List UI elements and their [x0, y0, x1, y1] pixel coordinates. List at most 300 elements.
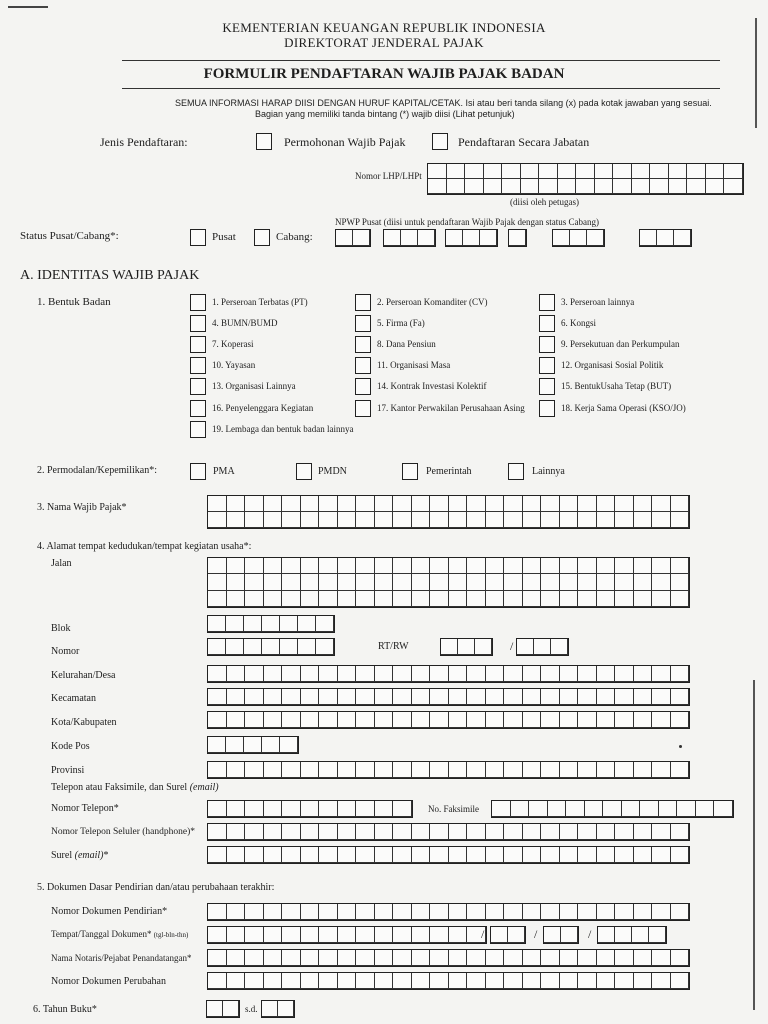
char-cell[interactable] [597, 824, 616, 840]
char-cell[interactable] [282, 591, 301, 607]
char-cell[interactable] [578, 574, 597, 590]
char-cell[interactable] [264, 904, 283, 920]
char-cell[interactable] [375, 558, 394, 574]
char-cell[interactable] [558, 179, 577, 194]
char-cell[interactable] [597, 973, 616, 989]
char-cell[interactable] [615, 973, 634, 989]
char-cell[interactable] [338, 574, 357, 590]
char-cell[interactable] [301, 712, 320, 728]
char-cell[interactable] [208, 712, 227, 728]
char-cell[interactable] [560, 574, 579, 590]
char-cell[interactable] [671, 558, 690, 574]
char-cell[interactable] [560, 847, 579, 863]
char-cell[interactable] [227, 574, 246, 590]
char-cell[interactable] [615, 762, 634, 778]
char-cell[interactable] [539, 179, 558, 194]
char-cell[interactable] [245, 591, 264, 607]
char-cell[interactable] [356, 496, 375, 512]
char-cell[interactable] [523, 824, 542, 840]
checkbox-jabatan[interactable] [432, 133, 448, 150]
char-cell[interactable] [301, 847, 320, 863]
checkbox-pemerintah[interactable] [402, 463, 418, 480]
char-cell[interactable] [245, 824, 264, 840]
char-cell[interactable] [412, 762, 431, 778]
char-cell[interactable] [674, 230, 691, 246]
char-cell[interactable] [634, 762, 653, 778]
char-cell[interactable] [541, 591, 560, 607]
char-cell[interactable] [578, 496, 597, 512]
char-cell[interactable] [245, 801, 264, 817]
char-cell[interactable] [316, 616, 334, 632]
tahun-buku-end-grid[interactable] [261, 1000, 295, 1018]
char-cell[interactable] [523, 847, 542, 863]
char-cell[interactable] [576, 164, 595, 179]
checkbox-bentuk-16[interactable] [190, 400, 206, 417]
char-cell[interactable] [393, 666, 412, 682]
char-cell[interactable] [262, 737, 280, 753]
char-cell[interactable] [671, 824, 690, 840]
char-cell[interactable] [467, 591, 486, 607]
char-cell[interactable] [467, 496, 486, 512]
char-cell[interactable] [541, 973, 560, 989]
char-cell[interactable] [504, 904, 523, 920]
char-cell[interactable] [597, 904, 616, 920]
char-cell[interactable] [570, 230, 587, 246]
char-cell[interactable] [724, 179, 743, 194]
char-cell[interactable] [375, 950, 394, 966]
char-cell[interactable] [356, 666, 375, 682]
char-cell[interactable] [375, 496, 394, 512]
char-cell[interactable] [578, 512, 597, 528]
char-cell[interactable] [652, 591, 671, 607]
char-cell[interactable] [467, 558, 486, 574]
char-cell[interactable] [227, 496, 246, 512]
char-cell[interactable] [430, 689, 449, 705]
char-cell[interactable] [480, 230, 497, 246]
char-cell[interactable] [208, 927, 227, 943]
char-cell[interactable] [226, 639, 244, 655]
char-cell[interactable] [338, 927, 357, 943]
char-cell[interactable] [430, 950, 449, 966]
faksimile-grid[interactable] [491, 800, 734, 818]
char-cell[interactable] [430, 973, 449, 989]
char-cell[interactable] [375, 591, 394, 607]
char-cell[interactable] [696, 801, 715, 817]
char-cell[interactable] [338, 950, 357, 966]
char-cell[interactable] [521, 179, 540, 194]
char-cell[interactable] [301, 512, 320, 528]
char-cell[interactable] [301, 762, 320, 778]
char-cell[interactable] [227, 824, 246, 840]
char-cell[interactable] [509, 230, 526, 246]
char-cell[interactable] [486, 847, 505, 863]
char-cell[interactable] [393, 591, 412, 607]
char-cell[interactable] [280, 616, 298, 632]
char-cell[interactable] [375, 824, 394, 840]
char-cell[interactable] [393, 973, 412, 989]
npwp-grid-3[interactable] [445, 229, 498, 247]
char-cell[interactable] [356, 591, 375, 607]
char-cell[interactable] [560, 666, 579, 682]
char-cell[interactable] [484, 179, 503, 194]
char-cell[interactable] [578, 762, 597, 778]
char-cell[interactable] [375, 927, 394, 943]
char-cell[interactable] [449, 847, 468, 863]
char-cell[interactable] [245, 904, 264, 920]
char-cell[interactable] [467, 574, 486, 590]
char-cell[interactable] [467, 762, 486, 778]
char-cell[interactable] [523, 591, 542, 607]
char-cell[interactable] [338, 558, 357, 574]
char-cell[interactable] [412, 512, 431, 528]
char-cell[interactable] [412, 496, 431, 512]
char-cell[interactable] [597, 712, 616, 728]
char-cell[interactable] [671, 950, 690, 966]
char-cell[interactable] [430, 512, 449, 528]
char-cell[interactable] [227, 666, 246, 682]
char-cell[interactable] [301, 558, 320, 574]
char-cell[interactable] [264, 712, 283, 728]
char-cell[interactable] [319, 591, 338, 607]
char-cell[interactable] [449, 496, 468, 512]
char-cell[interactable] [449, 973, 468, 989]
char-cell[interactable] [504, 824, 523, 840]
char-cell[interactable] [264, 847, 283, 863]
char-cell[interactable] [356, 689, 375, 705]
char-cell[interactable] [227, 927, 246, 943]
char-cell[interactable] [486, 574, 505, 590]
kelurahan-grid[interactable] [207, 665, 690, 683]
char-cell[interactable] [264, 512, 283, 528]
char-cell[interactable] [613, 164, 632, 179]
checkbox-bentuk-2[interactable] [355, 294, 371, 311]
char-cell[interactable] [523, 689, 542, 705]
char-cell[interactable] [393, 496, 412, 512]
tanggal-yy-grid[interactable] [597, 926, 667, 944]
char-cell[interactable] [597, 574, 616, 590]
char-cell[interactable] [523, 512, 542, 528]
char-cell[interactable] [560, 712, 579, 728]
char-cell[interactable] [597, 847, 616, 863]
char-cell[interactable] [264, 927, 283, 943]
char-cell[interactable] [560, 973, 579, 989]
char-cell[interactable] [430, 824, 449, 840]
checkbox-bentuk-4[interactable] [190, 315, 206, 332]
char-cell[interactable] [264, 496, 283, 512]
char-cell[interactable] [541, 950, 560, 966]
char-cell[interactable] [523, 558, 542, 574]
char-cell[interactable] [634, 904, 653, 920]
checkbox-pmdn[interactable] [296, 463, 312, 480]
char-cell[interactable] [467, 847, 486, 863]
char-cell[interactable] [553, 230, 570, 246]
char-cell[interactable] [615, 927, 632, 943]
char-cell[interactable] [634, 512, 653, 528]
char-cell[interactable] [319, 574, 338, 590]
char-cell[interactable] [430, 496, 449, 512]
char-cell[interactable] [282, 801, 301, 817]
char-cell[interactable] [319, 973, 338, 989]
char-cell[interactable] [412, 666, 431, 682]
char-cell[interactable] [208, 616, 226, 632]
char-cell[interactable] [412, 689, 431, 705]
char-cell[interactable] [517, 639, 534, 655]
char-cell[interactable] [615, 666, 634, 682]
char-cell[interactable] [650, 164, 669, 179]
lhp-number-grid[interactable] [427, 163, 744, 195]
char-cell[interactable] [336, 230, 353, 246]
char-cell[interactable] [356, 801, 375, 817]
char-cell[interactable] [282, 762, 301, 778]
char-cell[interactable] [319, 496, 338, 512]
char-cell[interactable] [687, 179, 706, 194]
checkbox-bentuk-17[interactable] [355, 400, 371, 417]
char-cell[interactable] [319, 927, 338, 943]
char-cell[interactable] [523, 950, 542, 966]
char-cell[interactable] [208, 666, 227, 682]
char-cell[interactable] [356, 712, 375, 728]
char-cell[interactable] [356, 574, 375, 590]
char-cell[interactable] [597, 666, 616, 682]
char-cell[interactable] [449, 762, 468, 778]
char-cell[interactable] [282, 666, 301, 682]
char-cell[interactable] [227, 712, 246, 728]
npwp-grid-5[interactable] [552, 229, 605, 247]
char-cell[interactable] [595, 164, 614, 179]
char-cell[interactable] [449, 512, 468, 528]
char-cell[interactable] [447, 164, 466, 179]
char-cell[interactable] [338, 847, 357, 863]
dokumen-tempat-grid[interactable] [207, 926, 487, 944]
char-cell[interactable] [282, 512, 301, 528]
char-cell[interactable] [541, 847, 560, 863]
char-cell[interactable] [484, 164, 503, 179]
char-cell[interactable] [652, 973, 671, 989]
char-cell[interactable] [467, 824, 486, 840]
char-cell[interactable] [541, 904, 560, 920]
char-cell[interactable] [338, 904, 357, 920]
char-cell[interactable] [652, 950, 671, 966]
char-cell[interactable] [652, 689, 671, 705]
char-cell[interactable] [375, 689, 394, 705]
char-cell[interactable] [264, 973, 283, 989]
char-cell[interactable] [393, 927, 412, 943]
char-cell[interactable] [652, 558, 671, 574]
char-cell[interactable] [412, 950, 431, 966]
char-cell[interactable] [634, 496, 653, 512]
char-cell[interactable] [298, 639, 316, 655]
char-cell[interactable] [338, 512, 357, 528]
char-cell[interactable] [615, 496, 634, 512]
char-cell[interactable] [207, 1001, 223, 1017]
char-cell[interactable] [578, 591, 597, 607]
char-cell[interactable] [615, 558, 634, 574]
char-cell[interactable] [449, 591, 468, 607]
char-cell[interactable] [449, 927, 468, 943]
char-cell[interactable] [384, 230, 401, 246]
char-cell[interactable] [319, 904, 338, 920]
char-cell[interactable] [615, 591, 634, 607]
char-cell[interactable] [301, 496, 320, 512]
nama-grid[interactable] [207, 495, 690, 529]
char-cell[interactable] [245, 666, 264, 682]
char-cell[interactable] [301, 801, 320, 817]
char-cell[interactable] [671, 591, 690, 607]
char-cell[interactable] [560, 904, 579, 920]
char-cell[interactable] [486, 824, 505, 840]
char-cell[interactable] [245, 927, 264, 943]
checkbox-bentuk-13[interactable] [190, 378, 206, 395]
checkbox-bentuk-1[interactable] [190, 294, 206, 311]
tanggal-dd-grid[interactable] [490, 926, 526, 944]
char-cell[interactable] [412, 927, 431, 943]
char-cell[interactable] [338, 712, 357, 728]
char-cell[interactable] [393, 762, 412, 778]
char-cell[interactable] [560, 824, 579, 840]
char-cell[interactable] [430, 712, 449, 728]
char-cell[interactable] [264, 574, 283, 590]
char-cell[interactable] [560, 496, 579, 512]
char-cell[interactable] [245, 512, 264, 528]
char-cell[interactable] [393, 512, 412, 528]
char-cell[interactable] [561, 927, 578, 943]
char-cell[interactable] [541, 512, 560, 528]
char-cell[interactable] [652, 762, 671, 778]
char-cell[interactable] [356, 847, 375, 863]
char-cell[interactable] [449, 666, 468, 682]
surel-grid[interactable] [207, 846, 690, 864]
char-cell[interactable] [578, 712, 597, 728]
char-cell[interactable] [669, 164, 688, 179]
checkbox-lainnya[interactable] [508, 463, 524, 480]
char-cell[interactable] [491, 927, 508, 943]
char-cell[interactable] [208, 591, 227, 607]
char-cell[interactable] [208, 689, 227, 705]
char-cell[interactable] [208, 762, 227, 778]
char-cell[interactable] [393, 824, 412, 840]
char-cell[interactable] [706, 179, 725, 194]
checkbox-bentuk-11[interactable] [355, 357, 371, 374]
char-cell[interactable] [375, 512, 394, 528]
char-cell[interactable] [227, 847, 246, 863]
char-cell[interactable] [523, 712, 542, 728]
char-cell[interactable] [615, 847, 634, 863]
char-cell[interactable] [634, 591, 653, 607]
char-cell[interactable] [245, 762, 264, 778]
char-cell[interactable] [467, 689, 486, 705]
tanggal-mm-grid[interactable] [543, 926, 579, 944]
char-cell[interactable] [264, 950, 283, 966]
char-cell[interactable] [227, 801, 246, 817]
char-cell[interactable] [282, 496, 301, 512]
char-cell[interactable] [671, 712, 690, 728]
char-cell[interactable] [523, 762, 542, 778]
char-cell[interactable] [486, 762, 505, 778]
char-cell[interactable] [598, 927, 615, 943]
char-cell[interactable] [208, 824, 227, 840]
char-cell[interactable] [504, 496, 523, 512]
char-cell[interactable] [245, 689, 264, 705]
char-cell[interactable] [208, 574, 227, 590]
char-cell[interactable] [560, 689, 579, 705]
blok-grid[interactable] [207, 615, 335, 633]
char-cell[interactable] [578, 558, 597, 574]
char-cell[interactable] [356, 824, 375, 840]
char-cell[interactable] [486, 904, 505, 920]
npwp-grid-4[interactable] [508, 229, 527, 247]
char-cell[interactable] [529, 801, 548, 817]
char-cell[interactable] [375, 904, 394, 920]
char-cell[interactable] [223, 1001, 239, 1017]
checkbox-bentuk-19[interactable] [190, 421, 206, 438]
char-cell[interactable] [615, 950, 634, 966]
char-cell[interactable] [375, 762, 394, 778]
char-cell[interactable] [375, 973, 394, 989]
char-cell[interactable] [430, 666, 449, 682]
char-cell[interactable] [319, 824, 338, 840]
char-cell[interactable] [393, 574, 412, 590]
char-cell[interactable] [706, 164, 725, 179]
char-cell[interactable] [356, 950, 375, 966]
char-cell[interactable] [504, 847, 523, 863]
char-cell[interactable] [615, 689, 634, 705]
char-cell[interactable] [262, 616, 280, 632]
char-cell[interactable] [541, 496, 560, 512]
char-cell[interactable] [659, 801, 678, 817]
char-cell[interactable] [539, 164, 558, 179]
char-cell[interactable] [449, 904, 468, 920]
char-cell[interactable] [353, 230, 370, 246]
char-cell[interactable] [430, 927, 449, 943]
dokumen-notaris-grid[interactable] [207, 949, 690, 967]
checkbox-bentuk-14[interactable] [355, 378, 371, 395]
char-cell[interactable] [523, 973, 542, 989]
char-cell[interactable] [227, 904, 246, 920]
char-cell[interactable] [447, 179, 466, 194]
char-cell[interactable] [634, 824, 653, 840]
char-cell[interactable] [560, 591, 579, 607]
char-cell[interactable] [375, 666, 394, 682]
char-cell[interactable] [319, 712, 338, 728]
char-cell[interactable] [393, 712, 412, 728]
char-cell[interactable] [475, 639, 492, 655]
char-cell[interactable] [615, 712, 634, 728]
char-cell[interactable] [301, 927, 320, 943]
char-cell[interactable] [465, 179, 484, 194]
char-cell[interactable] [319, 689, 338, 705]
char-cell[interactable] [338, 824, 357, 840]
char-cell[interactable] [502, 164, 521, 179]
char-cell[interactable] [401, 230, 418, 246]
char-cell[interactable] [356, 904, 375, 920]
char-cell[interactable] [319, 950, 338, 966]
char-cell[interactable] [441, 639, 458, 655]
char-cell[interactable] [208, 904, 227, 920]
char-cell[interactable] [652, 666, 671, 682]
char-cell[interactable] [492, 801, 511, 817]
char-cell[interactable] [208, 737, 226, 753]
char-cell[interactable] [560, 558, 579, 574]
char-cell[interactable] [301, 574, 320, 590]
char-cell[interactable] [634, 574, 653, 590]
char-cell[interactable] [467, 904, 486, 920]
char-cell[interactable] [652, 904, 671, 920]
char-cell[interactable] [430, 904, 449, 920]
char-cell[interactable] [640, 230, 657, 246]
char-cell[interactable] [356, 927, 375, 943]
char-cell[interactable] [226, 616, 244, 632]
rw-grid[interactable] [516, 638, 569, 656]
